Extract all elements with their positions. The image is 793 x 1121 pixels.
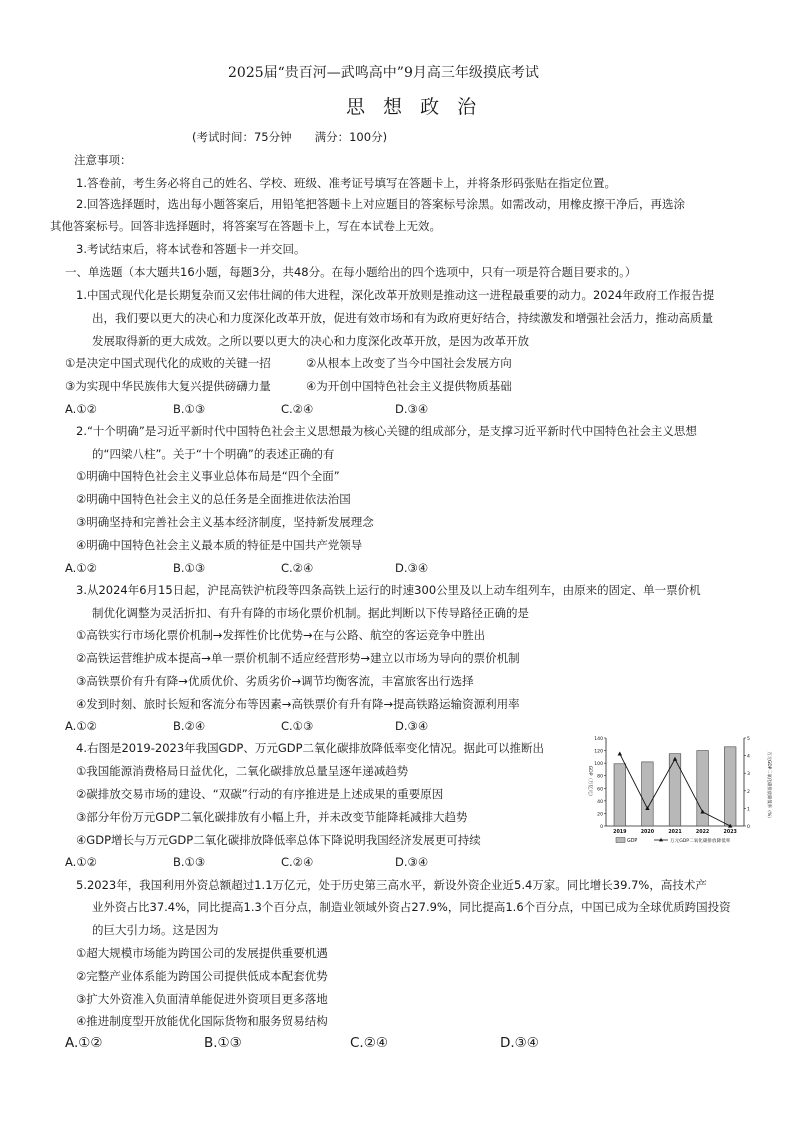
x-tick-label: 2020 (640, 830, 655, 835)
y-tick-label: 60 (597, 787, 603, 793)
statement-3: ③为实现中华民族伟大复兴提供磅礴力量 (65, 379, 271, 393)
option-c[interactable]: C.①③ (281, 719, 314, 733)
x-tick-label: 2021 (668, 830, 682, 835)
question-stem: 5.2023年，我国利用外资总额超过1.1万亿元，处于历史第三高水平，新设外资企业近5.4万家。同比增长39.7%，高技术产 (76, 878, 707, 892)
legend-label-line: 万元GDP二氧化碳排放降低率 (670, 839, 731, 844)
option-b[interactable]: B.①③ (173, 855, 206, 869)
statement-1: ①明确中国特色社会主义事业总体布局是“四个全面” (76, 469, 340, 483)
y2-tick-label: 2 (747, 789, 750, 795)
option-a[interactable]: A.①② (65, 719, 97, 733)
note-2-cont: 其他答案标号。回答非选择题时，将答案写在答题卡上，写在本试卷上无效。 (50, 219, 441, 233)
question-stem: 发展取得新的更大成效。之所以要以更大的决心和力度深化改革开放，是因为改革开放 (92, 334, 529, 348)
legend-label-gdp: GDP (627, 839, 638, 844)
legend-swatch-gdp (616, 838, 625, 843)
y-tick-label: 0 (600, 825, 603, 830)
question-stem: 4.右图是2019-2023年我国GDP、万元GDP二氧化碳排放降低率变化情况。据此可以推断出 (76, 741, 545, 755)
statement-1: ①我国能源消费格局日益优化，二氧化碳排放总量呈逐年递减趋势 (76, 764, 409, 778)
statement-4: ④发到时刻、旅时长短和客流分布等因素→高铁票价有升有降→提高铁路运输资源利用率 (76, 697, 520, 711)
statement-1: ①高铁实行市场化票价机制→发挥性价比优势→在与公路、航空的客运竞争中胜出 (76, 628, 486, 642)
option-c[interactable]: C.②④ (350, 1035, 388, 1051)
bar-gdp (614, 764, 626, 826)
question-stem: 1.中国式现代化是长期复杂而又宏伟壮阔的伟大进程，深化改革开放则是推动这一进程最重要的动力。2024年政府工作报告提 (76, 288, 715, 302)
x-tick-label: 2022 (695, 830, 710, 835)
y2-tick-label: 5 (747, 737, 750, 742)
statement-3: ③高铁票价有升有降→优质优价、劣质劣价→调节均衡客流，丰富旅客出行选择 (76, 674, 474, 688)
section-heading: 一、单选题（本大题共16小题，每题3分，共48分。在每小题给出的四个选项中，只有一项是符合题目要求的。） (65, 265, 637, 279)
statement-4: ④为开创中国特色社会主义提供物质基础 (306, 379, 512, 393)
option-d[interactable]: D.③④ (395, 402, 429, 416)
bar-gdp (669, 754, 681, 826)
note-2: 2.回答选择题时，选出每小题答案后，用铅笔把答题卡上对应题目的答案标号涂黑。如需改动，用橡皮擦干净后，再选涂 (76, 197, 685, 211)
statement-4: ④推进制度型开放能优化国际货物和服务贸易结构 (76, 1014, 328, 1028)
bar-gdp (642, 762, 654, 826)
subject-title: 思 想 政 治 (346, 96, 483, 118)
gdp-emission-chart (582, 730, 782, 848)
question-stem: 出，我们要以更大的决心和力度深化改革开放，促进有效市场和有为政府更好结合，持续激发和增强社会活力，推动高质量 (92, 311, 713, 325)
legend-marker-line (659, 838, 663, 842)
option-b[interactable]: B.②④ (173, 719, 206, 733)
y-tick-label: 20 (597, 812, 603, 818)
option-b[interactable]: B.①③ (173, 561, 206, 575)
option-c[interactable]: C.②④ (281, 561, 314, 575)
statement-3: ③扩大外资准入负面清单能促进外资项目更多落地 (76, 992, 328, 1006)
option-d[interactable]: D.③④ (395, 561, 429, 575)
statement-2: ②碳排放交易市场的建设、“双碳”行动的有序推进是上述成果的重要原因 (76, 787, 444, 801)
statement-2: ②从根本上改变了当今中国社会发展方向 (306, 356, 512, 370)
question-stem: 制优化调整为灵活折扣、有升有降的市场化票价机制。据此判断以下传导路径正确的是 (92, 606, 529, 620)
option-a[interactable]: A.①② (65, 561, 97, 575)
y-tick-label: 120 (594, 749, 603, 755)
y-tick-label: 100 (594, 762, 603, 768)
statement-2: ②明确中国特色社会主义的总任务是全面推进依法治国 (76, 492, 351, 506)
question-stem: 3.从2024年6月15日起，沪昆高铁沪杭段等四条高铁上运行的时速300公里及以上动车组列车，由原来的固定、单一票价机 (76, 583, 701, 597)
statement-3: ③明确坚持和完善社会主义基本经济制度，坚持新发展理念 (76, 515, 374, 529)
option-b[interactable]: B.①③ (173, 402, 206, 416)
option-b[interactable]: B.①③ (204, 1035, 242, 1051)
notes-heading: 注意事项： (74, 153, 132, 167)
option-a[interactable]: A.①② (65, 1035, 103, 1051)
y-tick-label: 80 (597, 774, 603, 780)
option-d[interactable]: D.③④ (395, 855, 429, 869)
option-a[interactable]: A.①② (65, 402, 97, 416)
y2-tick-label: 4 (747, 754, 750, 760)
bar-gdp (697, 751, 709, 826)
y-axis-title: GDP（万亿元） (587, 765, 592, 799)
note-1: 1.答卷前，考生务必将自己的姓名、学校、班级、准考证号填写在答题卡上，并将条形码张贴在指定位置。 (76, 176, 616, 190)
statement-3: ③部分年份万元GDP二氧化碳排放有小幅上升，并未改变节能降耗减排大趋势 (76, 810, 468, 824)
x-tick-label: 2023 (723, 830, 737, 835)
y-tick-label: 140 (594, 737, 603, 742)
exam-title: 2025届“贵百河—武鸣高中”9月高三年级摸底考试 (228, 65, 539, 81)
statement-4: ④明确中国特色社会主义最本质的特征是中国共产党领导 (76, 538, 363, 552)
option-d[interactable]: D.③④ (395, 719, 429, 733)
point-emission-rate (618, 751, 622, 755)
option-a[interactable]: A.①② (65, 855, 97, 869)
y2-axis-title: 万元GDP二氧化碳排放降低率（%） (766, 751, 771, 821)
note-3: 3.考试结束后，将本试卷和答题卡一并交回。 (76, 242, 306, 256)
y-tick-label: 40 (597, 799, 603, 805)
statement-2: ②完整产业体系能为跨国公司提供低成本配套优势 (76, 969, 328, 983)
statement-1: ①是决定中国式现代化的成败的关键一招 (65, 356, 271, 370)
option-d[interactable]: D.③④ (500, 1035, 539, 1051)
option-c[interactable]: C.②④ (281, 402, 314, 416)
statement-4: ④GDP增长与万元GDP二氧化碳排放降低率总体下降说明我国经济发展更可持续 (76, 833, 481, 847)
question-stem: 的“四梁八柱”。关于“十个明确”的表述正确的有 (92, 447, 335, 461)
y2-tick-label: 0 (747, 825, 750, 830)
option-c[interactable]: C.②④ (281, 855, 314, 869)
question-stem: 业外资占比37.4%，同比提高1.3个百分点，制造业领域外资占27.9%，同比提高1.6个百分点，中国已成为全球优质跨国投资 (92, 900, 731, 914)
statement-2: ②高铁运营维护成本提高→单一票价机制不适应经营形势→建立以市场为导向的票价机制 (76, 651, 520, 665)
question-stem: 的巨大引力场。这是因为 (92, 923, 219, 937)
y2-tick-label: 3 (747, 772, 750, 778)
y2-tick-label: 1 (747, 807, 750, 813)
x-tick-label: 2019 (613, 830, 627, 835)
bar-gdp (724, 747, 736, 826)
statement-1: ①超大规模市场能为跨国公司的发展提供重要机遇 (76, 946, 328, 960)
exam-info: (考试时间：75分钟 满分：100分) (192, 130, 388, 144)
question-stem: 2.“十个明确”是习近平新时代中国特色社会主义思想最为核心关键的组成部分，是支撑习近平新时代中国特色社会主义思想 (76, 424, 697, 438)
